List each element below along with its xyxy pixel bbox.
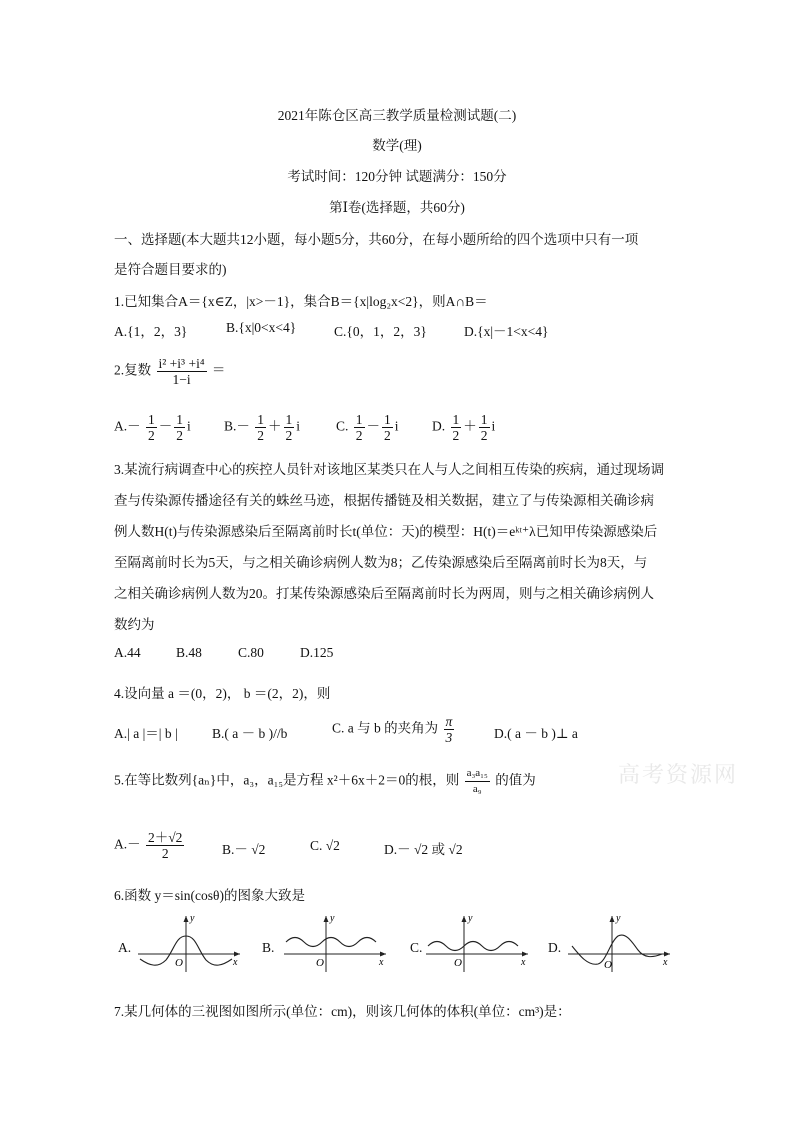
exam-info: 考试时间：120分钟 试题满分：150分 <box>287 169 507 184</box>
x-label: x <box>379 957 384 968</box>
q6-graph-d-label: D. <box>548 940 562 955</box>
q2-fraction <box>157 356 207 387</box>
q2-option-d-tail: i <box>491 418 496 434</box>
q5-option-a-num: 2＋√2 <box>148 830 183 845</box>
x-arrow-icon <box>380 952 386 957</box>
q5-suffix: 的值为 <box>495 772 536 788</box>
q2-option-b <box>224 412 300 443</box>
q3-option-c: C.80 <box>238 645 264 660</box>
q3-option-a: A.44 <box>114 645 141 660</box>
q2-option-c <box>336 412 399 443</box>
y-arrow-icon <box>324 916 329 922</box>
q5-option-a: A.－ $\frac{2+√2}{2}$ <box>114 830 183 861</box>
q3-line-2: 查与传染源传播途径有关的蛛丝马迹，根据传播链及相关数据，建立了与传染源相关确诊病 <box>114 493 654 508</box>
y-arrow-icon <box>462 916 467 922</box>
watermark: 高考资源网 <box>618 763 739 788</box>
q2-option-a-sign2: － <box>158 418 173 434</box>
q1-option-b: B.{x|0<x<4} <box>226 320 297 335</box>
q2-option-b-sign2: ＋ <box>268 418 282 434</box>
q2-suffix: ＝ <box>211 362 226 378</box>
q5-stem <box>114 766 536 797</box>
y-label: y <box>330 913 335 924</box>
q2-option-b-n1: 1 <box>257 412 265 427</box>
q6-curve-c <box>428 942 518 951</box>
y-label: y <box>468 913 473 924</box>
origin-label: O <box>316 957 324 969</box>
q6-stem: 6.函数 y＝sin(cosθ)的图象大致是 <box>114 888 305 903</box>
q2-option-a-sign1: － <box>127 418 141 434</box>
q4-angle-num: π <box>445 714 453 729</box>
q2-option-d-n2: 1 <box>480 412 488 427</box>
q3-line-5: 之相关确诊病例人数为20。打某传染源感染后至隔离前时长为两周，则与之相关确诊病例人 <box>114 586 654 601</box>
x-arrow-icon <box>234 952 240 957</box>
q4-angle-fraction <box>444 714 455 745</box>
q4-option-c-text: C. a 与 b 的夹角为 <box>332 720 439 736</box>
q2-option-b-d2: 2 <box>285 428 293 443</box>
q2-numerator: i² +i³ +i⁴ <box>158 356 205 371</box>
q2-option-a-label: A. <box>114 418 128 434</box>
q5-stem-text: 5.在等比数列{aₙ}中，a₃，a₁₅是方程 x²＋6x＋2＝0的根，则 <box>114 772 460 788</box>
q2-option-c-label: C. <box>336 418 349 434</box>
q7-stem: 7.某几何体的三视图如图所示(单位：cm)，则该几何体的体积(单位：cm³)是： <box>114 1004 571 1019</box>
q2-stem <box>114 356 225 387</box>
q5-fraction <box>465 766 490 797</box>
q6-curve-d <box>572 935 662 964</box>
q6-graph-c <box>424 912 534 974</box>
q2-option-b-d1: 2 <box>257 428 265 443</box>
q2-option-c-sign2: － <box>366 418 381 434</box>
q2-option-b-label: B. <box>224 418 237 434</box>
x-label: x <box>233 957 238 968</box>
q2-option-a-d1: 2 <box>148 428 155 443</box>
y-arrow-icon <box>610 916 615 922</box>
q4-option-c <box>332 714 456 745</box>
q3-option-d: D.125 <box>300 645 334 660</box>
origin-label: O <box>454 957 462 969</box>
section-heading-line2: 是符合题目要求的) <box>114 262 227 277</box>
section-heading-line1: 一、选择题(本大题共12小题，每小题5分，共60分，在每小题所给的四个选项中只有一项 <box>114 232 639 247</box>
q5-option-a-fraction <box>146 830 184 861</box>
q2-option-c-d2: 2 <box>384 428 391 443</box>
q4-stem: 4.设向量 a ＝(0，2)， b ＝(2，2)，则 <box>114 686 331 701</box>
q3-line-3: 例人数H(t)与传染源感染后至隔离前时长t(单位：天)的模型：H(t)＝eᵏᵗ⁺λ已知甲传染源感染后 <box>114 524 658 539</box>
q5-option-a-label: A. <box>114 836 128 852</box>
q1-stem: 1.已知集合A＝{x∈Z，|x>－1}，集合B＝{x|log₂x<2}，则A∩B＝ <box>114 294 488 309</box>
q4-option-b: B.( a － b )//b <box>212 726 288 741</box>
q1-option-d: D.{x|－1<x<4} <box>464 324 549 339</box>
q5-option-d: D.－ √2 或 √2 <box>384 842 463 857</box>
q6-graph-b <box>282 912 392 974</box>
q5-option-c: C. √2 <box>310 838 340 853</box>
origin-label: O <box>175 957 183 969</box>
q2-option-a-n1: 1 <box>148 412 155 427</box>
q1-option-c: C.{0，1，2，3} <box>334 324 427 339</box>
y-label: y <box>616 913 621 924</box>
exam-subject: 数学(理) <box>372 138 422 153</box>
q5-option-a-den: 2 <box>161 846 169 861</box>
q2-option-c-n1: 1 <box>355 412 363 427</box>
q2-option-a <box>114 412 191 443</box>
exam-title: 2021年陈仓区高三教学质量检测试题(二) <box>277 108 517 123</box>
y-label: y <box>190 913 195 924</box>
q2-option-c-n2: 1 <box>384 412 391 427</box>
q6-graph-b-label: B. <box>262 940 275 955</box>
q2-option-b-tail: i <box>296 418 301 434</box>
q6-graph-a <box>136 912 246 974</box>
q4-option-d: D.( a － b )⊥ a <box>494 726 578 741</box>
q3-line-6: 数约为 <box>114 617 155 632</box>
q6-graph-d <box>566 912 676 974</box>
q2-option-b-sign1: － <box>236 418 250 434</box>
q2-denominator: 1−i <box>172 372 191 387</box>
q2-prefix: 2.复数 <box>114 362 152 378</box>
x-label: x <box>521 957 526 968</box>
q6-graph-c-label: C. <box>410 940 423 955</box>
q2-option-a-tail: i <box>187 418 191 434</box>
q2-option-b-n2: 1 <box>285 412 293 427</box>
q2-option-d-d1: 2 <box>452 428 460 443</box>
origin-label: O <box>604 959 612 971</box>
q6-graph-a-label: A. <box>118 940 132 955</box>
q2-option-c-d1: 2 <box>355 428 363 443</box>
q2-option-d-d2: 2 <box>480 428 488 443</box>
q5-option-b: B.－ √2 <box>222 842 266 857</box>
q5-frac-num: a₃a₁₅ <box>465 766 490 782</box>
q2-option-a-n2: 1 <box>176 412 183 427</box>
volume-heading: 第Ⅰ卷(选择题，共60分) <box>329 200 465 215</box>
q2-option-d-n1: 1 <box>452 412 460 427</box>
q2-option-a-d2: 2 <box>176 428 183 443</box>
x-label: x <box>663 957 668 968</box>
q4-angle-den: 3 <box>445 730 453 745</box>
q3-line-4: 至隔离前时长为5天，与之相关确诊病例人数为8；乙传染源感染后至隔离前时长为8天，与 <box>114 555 648 570</box>
q1-option-a: A.{1，2，3} <box>114 324 188 339</box>
x-arrow-icon <box>664 952 670 957</box>
q4-option-a: A.| a |＝| b | <box>114 726 178 741</box>
q5-frac-den: a₉ <box>472 783 482 795</box>
q3-line-1: 3.某流行病调查中心的疾控人员针对该地区某类只在人与人之间相互传染的疾病，通过现场调 <box>114 462 665 477</box>
y-arrow-icon <box>184 916 189 922</box>
q2-option-d-sign2: ＋ <box>463 418 477 434</box>
q2-option-c-tail: i <box>394 418 399 434</box>
q6-curve-b <box>286 938 376 947</box>
x-arrow-icon <box>522 952 528 957</box>
q2-option-d <box>432 412 495 443</box>
q2-option-d-label: D. <box>432 418 446 434</box>
q3-option-b: B.48 <box>176 645 202 660</box>
